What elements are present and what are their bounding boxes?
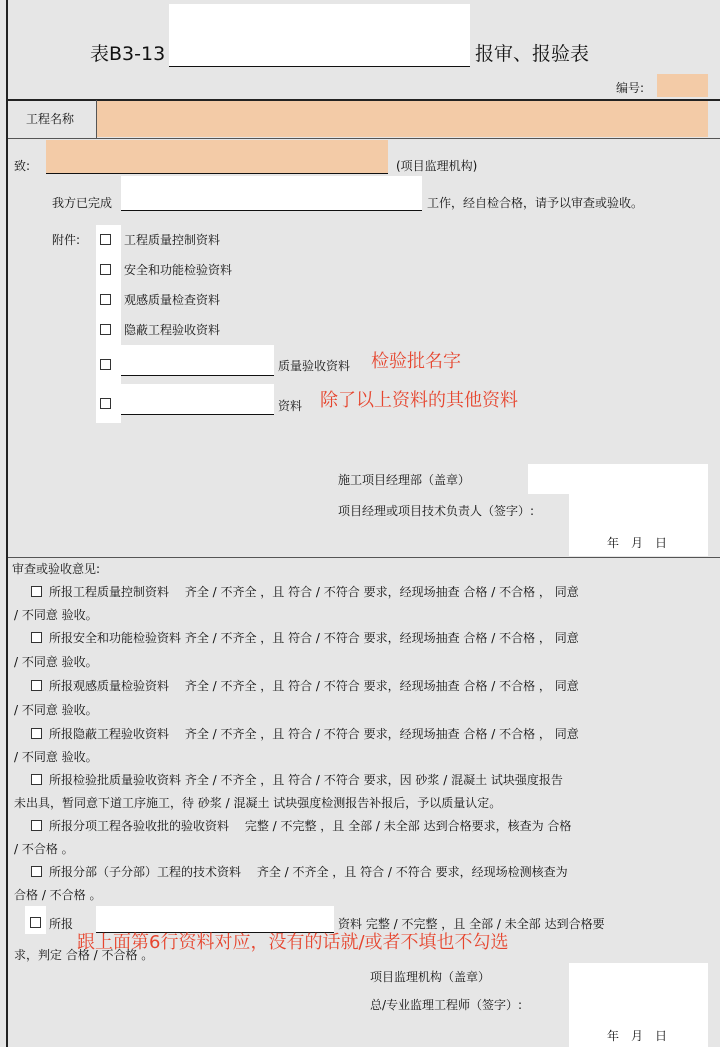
contractor-dept-label: 施工项目经理部（盖章） xyxy=(338,473,471,487)
review-item-line1: 所报分项工程各验收批的验收资料 完整 / 不完整 ，且 全部 / 未全部 达到合格要求，核查为 合格 xyxy=(49,819,572,833)
frame-border-left xyxy=(6,0,8,1047)
annotation-note: 跟上面第6行资料对应，没有的话就/或者不填也不勾选 xyxy=(77,932,509,953)
project-name-input[interactable] xyxy=(97,101,708,137)
attachment-checkbox[interactable] xyxy=(100,359,111,370)
supervisor-sign-label: 总/专业监理工程师（签字）: xyxy=(370,998,523,1012)
to-input[interactable] xyxy=(46,140,388,174)
supervisor-org-label: 项目监理机构（盖章） xyxy=(370,970,491,984)
attachment-item-label: 隐蔽工程验收资料 xyxy=(124,323,221,337)
review-item-line2: / 不同意 验收。 xyxy=(14,608,98,622)
review-item-line1: 所报工程质量控制资料 齐全 / 不齐全 ，且 符合 / 不符合 要求，经现场抽查 合格 / 不合格 ， 同意 xyxy=(49,585,579,599)
custom-attachment-suffix-2: 资料 xyxy=(278,399,303,413)
project-name-label: 工程名称 xyxy=(26,112,75,126)
review-item-line2: / 不合格 。 xyxy=(14,842,74,856)
section-divider xyxy=(8,557,720,558)
contractor-sign-label: 项目经理或项目技术负责人（签字）: xyxy=(338,504,535,518)
review-item-line2: / 不同意 验收。 xyxy=(14,750,98,764)
custom-attachment-input-2[interactable] xyxy=(121,384,274,415)
review-item-line1: 所报安全和功能检验资料 齐全 / 不齐全 ，且 符合 / 不符合 要求，经现场抽查 合格 / 不合格 ， 同意 xyxy=(49,631,579,645)
contractor-date-label: 年 月 日 xyxy=(607,536,668,550)
last-item-line1-suffix: 资料 完整 / 不完整 ，且 全部 / 未全部 达到合格要 xyxy=(338,917,605,931)
attachment-item-label: 安全和功能检验资料 xyxy=(124,263,233,277)
form-code: 表B3-13 xyxy=(90,43,166,65)
attachment-item-label: 工程质量控制资料 xyxy=(124,233,221,247)
last-item-line2: 求，判定 合格 / 不合格 。 xyxy=(14,948,154,962)
review-item-line1: 所报检验批质量验收资料 齐全 / 不齐全 ，且 符合 / 不符合 要求，因 砂浆 / 混凝土 试块强度报告 xyxy=(49,773,563,787)
annotation-note: 除了以上资料的其他资料 xyxy=(320,390,518,411)
review-item-line2: / 不同意 验收。 xyxy=(14,655,98,669)
review-item-line1: 所报观感质量检验资料 齐全 / 不齐全 ，且 符合 / 不符合 要求，经现场抽查 合格 / 不合格 ， 同意 xyxy=(49,679,579,693)
last-item-input[interactable] xyxy=(96,906,334,933)
contractor-seal-field[interactable] xyxy=(528,464,708,494)
annotation-note: 检验批名字 xyxy=(371,351,461,372)
review-checkbox[interactable] xyxy=(31,680,42,691)
review-checkbox[interactable] xyxy=(31,632,42,643)
last-item-prefix: 所报 xyxy=(49,917,74,931)
review-checkbox[interactable] xyxy=(31,586,42,597)
custom-attachment-input-1[interactable] xyxy=(121,345,274,376)
serial-input[interactable] xyxy=(657,74,708,97)
completed-work-input[interactable] xyxy=(121,176,422,211)
serial-label: 编号: xyxy=(616,81,645,95)
attachments-label: 附件: xyxy=(52,233,81,247)
review-checkbox[interactable] xyxy=(31,728,42,739)
org-hint: (项目监理机构) xyxy=(396,159,478,173)
review-checkbox[interactable] xyxy=(31,774,42,785)
form-title-suffix: 报审、报验表 xyxy=(475,43,590,65)
to-label: 致: xyxy=(14,159,31,173)
review-item-line1: 所报隐蔽工程验收资料 齐全 / 不齐全 ，且 符合 / 不符合 要求，经现场抽查 合格 / 不合格 ， 同意 xyxy=(49,727,579,741)
completed-prefix: 我方已完成 xyxy=(52,196,113,210)
attachment-checkbox[interactable] xyxy=(100,264,111,275)
supervisor-date-label: 年 月 日 xyxy=(607,1029,668,1043)
review-checkbox[interactable] xyxy=(31,820,42,831)
completed-suffix: 工作，经自检合格，请予以审查或验收。 xyxy=(427,196,644,210)
review-item-line2: / 不同意 验收。 xyxy=(14,703,98,717)
attachment-checkbox[interactable] xyxy=(100,234,111,245)
review-item-line2: 未出具，暂同意下道工序施工，待 砂浆 / 混凝土 试块强度检测报告补报后，予以质量认定。 xyxy=(14,796,502,810)
review-heading: 审查或验收意见: xyxy=(12,562,101,576)
form-title-input[interactable] xyxy=(169,4,470,67)
review-item-line1: 所报分部（子分部）工程的技术资料 齐全 / 不齐全 ，且 符合 / 不符合 要求，经现场检测核查为 xyxy=(49,865,568,879)
attachment-checkbox[interactable] xyxy=(100,398,111,409)
custom-attachment-suffix-1: 质量验收资料 xyxy=(278,359,351,373)
review-checkbox[interactable] xyxy=(30,917,41,928)
attachment-checkbox[interactable] xyxy=(100,294,111,305)
attachment-checkbox[interactable] xyxy=(100,324,111,335)
attachment-item-label: 观感质量检查资料 xyxy=(124,293,221,307)
review-checkbox[interactable] xyxy=(31,866,42,877)
project-row-border xyxy=(8,138,720,139)
review-item-line2: 合格 / 不合格 。 xyxy=(14,888,102,902)
